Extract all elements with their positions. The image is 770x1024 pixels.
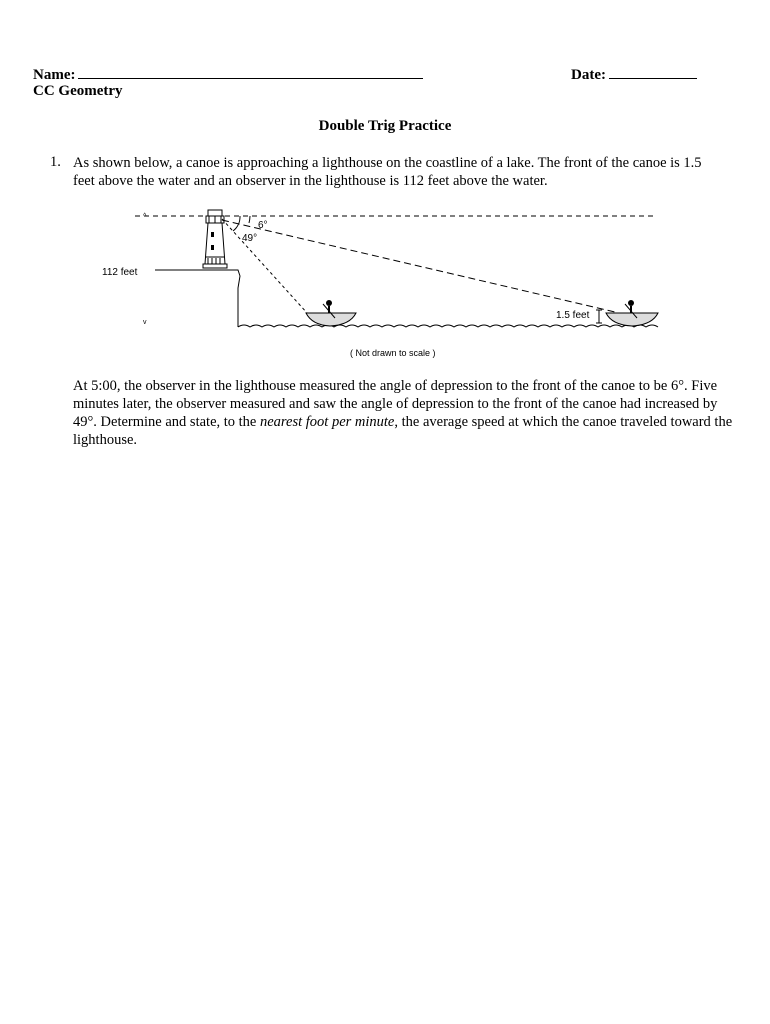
sight-line-6 bbox=[222, 220, 615, 312]
water-line bbox=[238, 325, 658, 327]
question-number: 1. bbox=[50, 154, 61, 170]
svg-text:v: v bbox=[143, 319, 147, 326]
date-label: Date: bbox=[571, 67, 606, 83]
name-blank bbox=[78, 64, 423, 79]
angle-arc-6 bbox=[249, 216, 250, 223]
canoe-far-icon bbox=[606, 300, 658, 326]
svg-text:^: ^ bbox=[143, 213, 147, 220]
name-label: Name: bbox=[33, 67, 76, 83]
course-name: CC Geometry bbox=[33, 83, 123, 99]
cliff-outline bbox=[155, 270, 240, 327]
date-blank bbox=[609, 64, 697, 79]
sight-line-49 bbox=[222, 219, 308, 314]
angle-6-label: 6° bbox=[258, 220, 268, 231]
canoe-near-icon bbox=[306, 300, 356, 326]
diagram-caption: ( Not drawn to scale ) bbox=[350, 348, 436, 358]
lighthouse-icon bbox=[203, 210, 227, 268]
question-follow-up: At 5:00, the observer in the lighthouse measured the angle of depression to the front of the canoe to be 6°. Five minutes later, the observer measured and saw the angle of depression to the front of the canoe had increased by 49°. Determine and state, to the nearest foot per minute, the average speed at which the canoe traveled toward the lighthouse. bbox=[73, 378, 733, 448]
canoe-height-label: 1.5 feet bbox=[556, 310, 590, 321]
lighthouse-diagram bbox=[90, 200, 670, 365]
question-text: As shown below, a canoe is approaching a lighthouse on the coastline of a lake. The front of the canoe is 1.5 feet above the water and an observer in the lighthouse is 112 feet above the water. bbox=[73, 155, 702, 189]
name-field bbox=[33, 64, 423, 84]
date-field bbox=[571, 64, 697, 84]
page-title: Double Trig Practice bbox=[318, 118, 452, 134]
angle-49-label: 49° bbox=[242, 233, 258, 244]
height-label: 112 feet bbox=[102, 267, 138, 278]
